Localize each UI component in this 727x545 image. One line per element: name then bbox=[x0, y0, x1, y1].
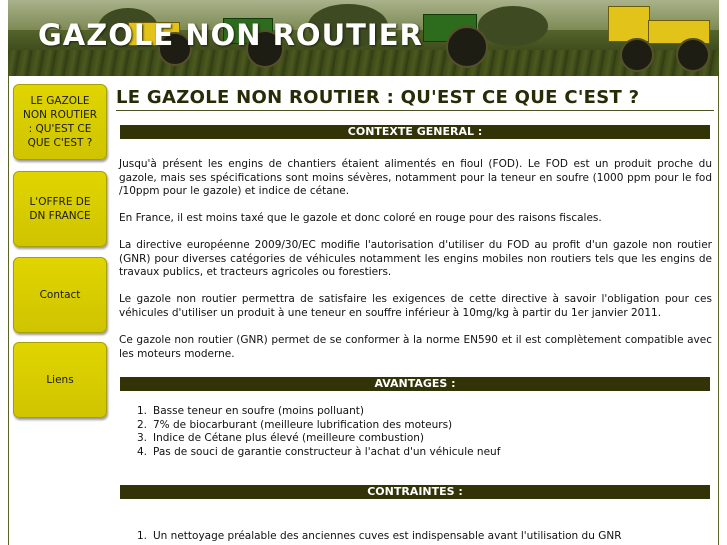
main-content bbox=[116, 84, 714, 545]
right-border bbox=[718, 76, 719, 545]
banner-wheel bbox=[446, 26, 488, 68]
banner-wheel bbox=[676, 38, 710, 72]
sidebar-item-liens[interactable]: Liens bbox=[13, 342, 107, 418]
list-item: 2. 7% de biocarburant (meilleure lubrification des moteurs) bbox=[137, 418, 453, 431]
list-item-text: Indice de Cétane plus élevé (meilleure combustion) bbox=[153, 432, 425, 444]
list-item: 1. Un nettoyage préalable des anciennes cuves est indispensable avant l'utilisation du GNR bbox=[137, 530, 622, 542]
section-heading-contexte: CONTEXTE GENERAL : bbox=[120, 125, 710, 139]
banner-field bbox=[8, 50, 719, 76]
sidebar-item-offre-dn-france[interactable]: L'OFFRE DE DN FRANCE bbox=[13, 171, 107, 247]
banner-wheel bbox=[620, 38, 654, 72]
paragraph: Ce gazole non routier (GNR) permet de se conformer à la norme EN590 et il est complètement compatible avec les moteurs moderne. bbox=[119, 334, 712, 360]
sidebar-item-contact[interactable]: Contact bbox=[13, 257, 107, 333]
list-item-text: Un nettoyage préalable des anciennes cuves est indispensable avant l'utilisation du GNR bbox=[153, 530, 622, 542]
list-item: 4. Pas de souci de garantie constructeur à l'achat d'un véhicule neuf bbox=[137, 445, 501, 458]
left-border bbox=[8, 76, 9, 545]
page-title: LE GAZOLE NON ROUTIER : QU'EST CE QUE C'EST ? bbox=[116, 87, 640, 108]
list-item: 3. Indice de Cétane plus élevé (meilleure combustion) bbox=[137, 432, 425, 444]
banner-backhoe-yellow bbox=[608, 6, 650, 42]
list-item-text: 7% de biocarburant (meilleure lubrification des moteurs) bbox=[153, 418, 453, 431]
header-banner bbox=[8, 0, 719, 76]
section-heading-contraintes: CONTRAINTES : bbox=[120, 485, 710, 499]
contraintes-list bbox=[137, 530, 622, 544]
paragraph: En France, il est moins taxé que le gazole et donc coloré en rouge pour des raisons fiscales. bbox=[119, 212, 602, 224]
banner-tree bbox=[478, 6, 548, 46]
title-divider bbox=[116, 110, 714, 111]
site-title: GAZOLE NON ROUTIER bbox=[38, 18, 423, 52]
list-item-text: Pas de souci de garantie constructeur à l'achat d'un véhicule neuf bbox=[153, 445, 501, 458]
list-item: 1. Basse teneur en soufre (moins polluant) bbox=[137, 405, 364, 417]
paragraph: Le gazole non routier permettra de satisfaire les exigences de cette directive à savoir l'obligation pour ces véhicules d'utiliser un produit à une teneur en souffre inférieur à 10mg/kg à partir du 1er janvier 2011. bbox=[119, 293, 712, 319]
avantages-list bbox=[137, 405, 500, 459]
paragraph: Jusqu'à présent les engins de chantiers étaient alimentés en fioul (FOD). Le FOD est un produit proche du gazole, mais ses spécifications sont moins sévères, notamment pour la teneur en soufre (1000 ppm pour le fod /10ppm pour le gazole) et indice de cétane. bbox=[119, 158, 712, 197]
sidebar-item-gazole-non-routier[interactable]: LE GAZOLE NON ROUTIER : QU'EST CE QUE C'EST ? bbox=[13, 84, 107, 160]
paragraph: La directive européenne 2009/30/EC modifie l'autorisation d'utiliser du FOD au profit d'un gazole non routier (GNR) pour diverses catégories de véhicules notamment les engins mobiles non routiers tels que les engins de travaux publics, et tracteurs agricoles ou forestiers. bbox=[119, 239, 712, 278]
section-heading-avantages: AVANTAGES : bbox=[120, 377, 710, 391]
list-item-text: Basse teneur en soufre (moins polluant) bbox=[153, 405, 364, 417]
